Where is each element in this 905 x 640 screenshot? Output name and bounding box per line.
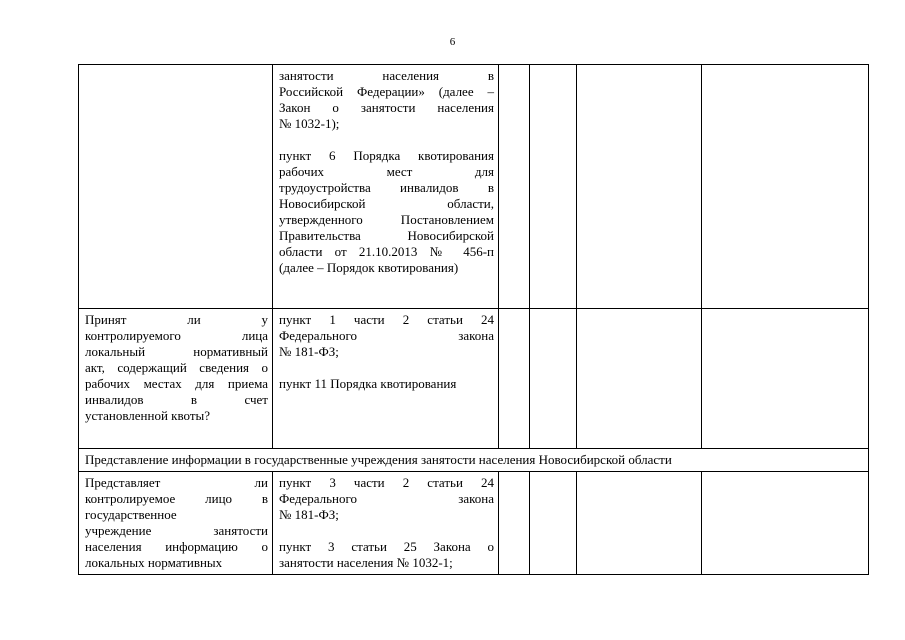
text-line: № 181-ФЗ; [279, 344, 339, 359]
answer-no-cell [530, 65, 577, 309]
text-line: Федерального закона [279, 491, 494, 506]
text-line: рабочих мест для [279, 164, 494, 179]
text-line: контролируемого лица [85, 328, 268, 343]
legal-basis-cell [273, 472, 499, 575]
not-applicable-cell [577, 472, 702, 575]
text-line: установленной квоты? [85, 408, 211, 423]
text-line: № 1032-1); [279, 116, 340, 131]
text-line: утвержденного Постановлением [279, 212, 494, 227]
table-row [79, 472, 869, 575]
text-line: учреждение занятости [85, 523, 268, 538]
text-line: области от 21.10.2013 № 456-п [279, 244, 494, 259]
not-applicable-cell [577, 309, 702, 449]
text-line: Новосибирской области, [279, 196, 494, 211]
question-cell [79, 65, 273, 309]
paragraph-gap [279, 523, 494, 539]
note-cell [702, 472, 869, 575]
text-line: занятости населения № 1032-1; [279, 555, 453, 570]
text-line: Закон о занятости населения [279, 100, 494, 115]
answer-no-cell [530, 472, 577, 575]
text-line: инвалидов в счет [85, 392, 268, 407]
text-line: государственное [85, 507, 177, 522]
section-heading-row [79, 449, 869, 472]
answer-yes-cell [499, 65, 530, 309]
paragraph-gap [279, 360, 494, 376]
text-line: пункт 3 статьи 25 Закона о [279, 539, 494, 554]
text-line: пункт 11 Порядка квотирования [279, 376, 457, 391]
text-line: (далее – Порядок квотирования) [279, 260, 459, 275]
text-line: локальных нормативных [85, 555, 223, 570]
answer-no-cell [530, 309, 577, 449]
note-cell [702, 309, 869, 449]
not-applicable-cell [577, 65, 702, 309]
text-line: Федерального закона [279, 328, 494, 343]
answer-yes-cell [499, 472, 530, 575]
note-cell [702, 65, 869, 309]
paragraph-gap [279, 132, 494, 148]
legal-basis-cell [273, 309, 499, 449]
text-line: рабочих местах для приема [85, 376, 268, 391]
legal-basis-cell [273, 65, 499, 309]
text-line: Правительства Новосибирской [279, 228, 494, 243]
text-line: контролируемое лицо в [85, 491, 268, 506]
section-heading: Представление информации в государственные учреждения занятости населения Новосибирской области [79, 449, 869, 472]
question-cell [79, 472, 273, 575]
table-row [79, 309, 869, 449]
text-line: пункт 3 части 2 статьи 24 [279, 475, 494, 490]
text-line: занятости населения в [279, 68, 494, 83]
text-line: пункт 6 Порядка квотирования [279, 148, 494, 163]
question-cell [79, 309, 273, 449]
table-row [79, 65, 869, 309]
text-line: Российской Федерации» (далее – [279, 84, 494, 99]
text-line: № 181-ФЗ; [279, 507, 339, 522]
text-line: трудоустройства инвалидов в [279, 180, 494, 195]
page-number: 6 [449, 36, 456, 48]
answer-yes-cell [499, 309, 530, 449]
text-line: Принят ли у [85, 312, 268, 327]
text-line: пункт 1 части 2 статьи 24 [279, 312, 494, 327]
text-line: Представляет ли [85, 475, 268, 490]
text-line: локальный нормативный [85, 344, 268, 359]
checklist-table [78, 64, 869, 575]
text-line: населения информацию о [85, 539, 268, 554]
text-line: акт, содержащий сведения о [85, 360, 268, 375]
